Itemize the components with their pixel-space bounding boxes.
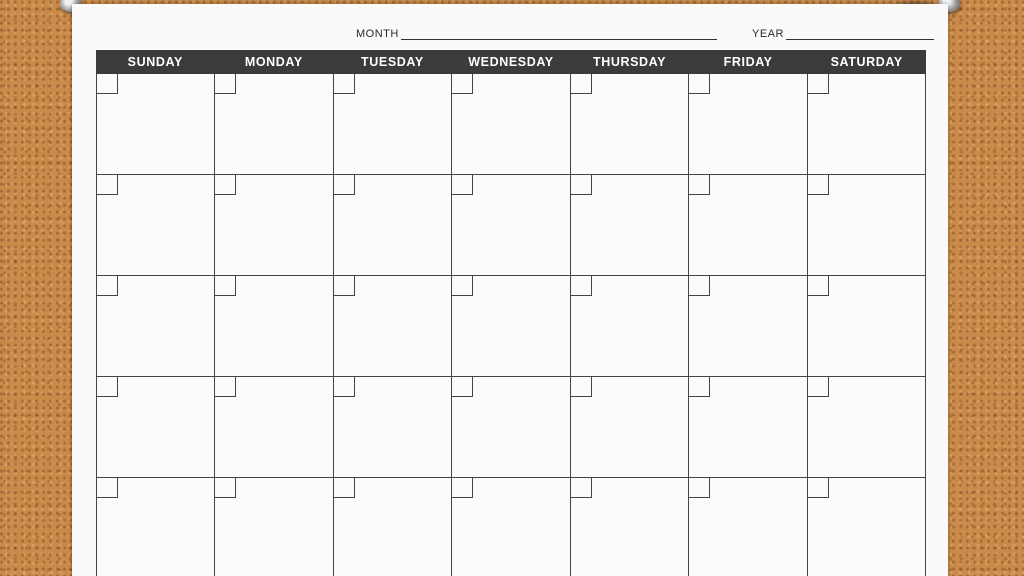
date-number-box[interactable] [215,478,236,498]
weekday-header-monday: MONDAY [244,55,303,69]
day-cell[interactable] [808,478,926,576]
weekday-header-thursday: THURSDAY [593,55,667,69]
month-field[interactable] [356,24,717,40]
day-cell[interactable] [452,276,570,377]
date-number-box[interactable] [215,175,236,195]
date-number-box[interactable] [571,276,592,296]
day-cell[interactable] [452,377,570,478]
day-cell[interactable] [571,175,689,276]
date-number-box[interactable] [808,478,829,498]
day-cell[interactable] [808,74,926,175]
date-number-box[interactable] [689,478,710,498]
weekday-header-saturday: SATURDAY [830,55,903,69]
date-number-box[interactable] [452,276,473,296]
day-cell[interactable] [334,377,452,478]
day-cell[interactable] [808,377,926,478]
date-number-box[interactable] [215,377,236,397]
weekday-header-tuesday: TUESDAY [361,55,424,69]
date-number-box[interactable] [689,276,710,296]
date-number-box[interactable] [571,74,592,94]
day-cell[interactable] [334,276,452,377]
day-cell[interactable] [334,478,452,576]
year-write-line[interactable] [786,27,934,40]
date-number-box[interactable] [808,377,829,397]
day-cell[interactable] [215,377,333,478]
calendar-grid [96,50,926,576]
day-cell[interactable] [571,377,689,478]
day-cell[interactable] [689,377,807,478]
date-number-box[interactable] [97,175,118,195]
date-number-box[interactable] [452,175,473,195]
date-number-box[interactable] [97,478,118,498]
date-number-box[interactable] [97,377,118,397]
weekday-header-friday: FRIDAY [723,55,773,69]
date-number-box[interactable] [808,175,829,195]
date-number-box[interactable] [689,377,710,397]
day-cell[interactable] [97,276,215,377]
day-cell[interactable] [97,74,215,175]
date-number-box[interactable] [97,276,118,296]
date-number-box[interactable] [571,478,592,498]
weekday-header-sunday: SUNDAY [127,55,183,69]
date-number-box[interactable] [334,74,355,94]
date-number-box[interactable] [97,74,118,94]
date-number-box[interactable] [452,478,473,498]
day-cell[interactable] [97,175,215,276]
weekday-header-row [96,50,926,74]
day-cell[interactable] [571,74,689,175]
calendar-weeks [96,74,926,576]
date-number-box[interactable] [808,276,829,296]
day-cell[interactable] [808,276,926,377]
day-cell[interactable] [452,74,570,175]
day-cell[interactable] [215,276,333,377]
year-label: YEAR [752,28,784,40]
day-cell[interactable] [452,175,570,276]
day-cell[interactable] [571,478,689,576]
date-number-box[interactable] [571,377,592,397]
day-cell[interactable] [689,276,807,377]
year-field[interactable] [752,24,934,40]
calendar-sheet [72,4,948,576]
day-cell[interactable] [689,74,807,175]
day-cell[interactable] [215,478,333,576]
date-number-box[interactable] [808,74,829,94]
day-cell[interactable] [334,74,452,175]
day-cell[interactable] [215,74,333,175]
date-number-box[interactable] [571,175,592,195]
month-label: MONTH [356,28,399,40]
date-number-box[interactable] [452,377,473,397]
day-cell[interactable] [452,478,570,576]
date-number-box[interactable] [334,175,355,195]
date-number-box[interactable] [689,175,710,195]
day-cell[interactable] [689,175,807,276]
date-number-box[interactable] [215,74,236,94]
day-cell[interactable] [808,175,926,276]
date-number-box[interactable] [334,276,355,296]
day-cell[interactable] [689,478,807,576]
date-number-box[interactable] [689,74,710,94]
date-number-box[interactable] [334,478,355,498]
month-write-line[interactable] [401,27,717,40]
day-cell[interactable] [97,478,215,576]
date-number-box[interactable] [334,377,355,397]
day-cell[interactable] [334,175,452,276]
weekday-header-wednesday: WEDNESDAY [468,55,554,69]
date-number-box[interactable] [215,276,236,296]
day-cell[interactable] [215,175,333,276]
day-cell[interactable] [571,276,689,377]
day-cell[interactable] [97,377,215,478]
date-number-box[interactable] [452,74,473,94]
